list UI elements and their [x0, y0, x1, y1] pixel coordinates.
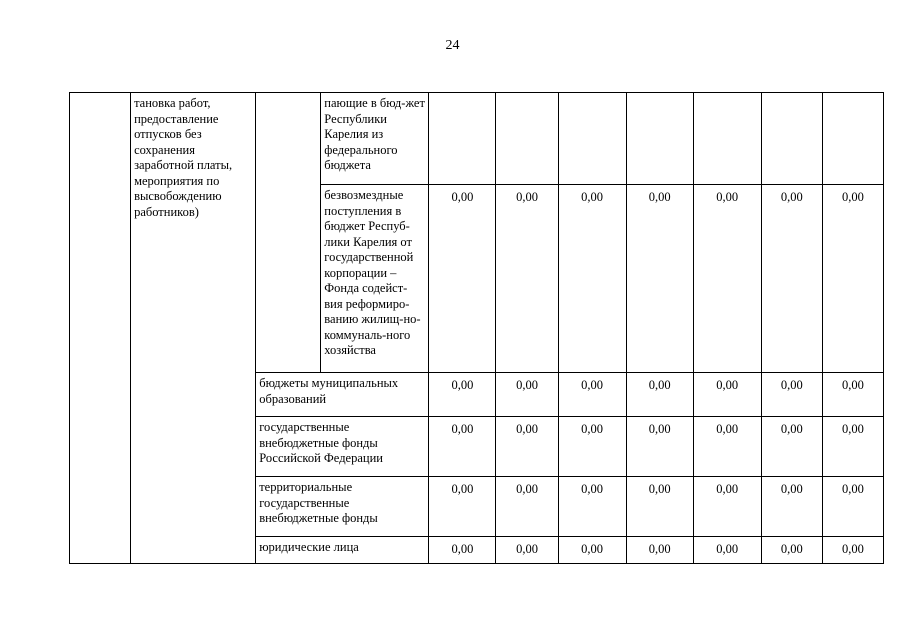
value-cell: 0,00	[693, 537, 761, 564]
source-cell: бюджеты муниципальных образований	[256, 373, 429, 417]
value-cell: 0,00	[558, 537, 626, 564]
value-cell: 0,00	[496, 417, 558, 477]
blank-cell	[256, 93, 321, 373]
value-cell: 0,00	[761, 185, 822, 373]
finance-table	[69, 92, 884, 564]
first-column-cell	[70, 93, 131, 564]
value-cell	[429, 93, 496, 185]
table-row	[70, 93, 884, 185]
value-cell: 0,00	[693, 417, 761, 477]
value-cell: 0,00	[496, 373, 558, 417]
value-cell	[761, 93, 822, 185]
value-cell: 0,00	[496, 477, 558, 537]
value-cell: 0,00	[626, 417, 693, 477]
measure-cell: тановка работ, предоставление отпусков без сохранения заработной платы, мероприятия по высвобождению работников)	[131, 93, 256, 564]
value-cell	[626, 93, 693, 185]
value-cell: 0,00	[693, 185, 761, 373]
source-cell: государственные внебюджетные фонды Российской Федерации	[256, 417, 429, 477]
value-cell: 0,00	[761, 373, 822, 417]
value-cell: 0,00	[693, 477, 761, 537]
value-cell: 0,00	[626, 477, 693, 537]
value-cell: 0,00	[626, 373, 693, 417]
value-cell: 0,00	[693, 373, 761, 417]
value-cell: 0,00	[558, 417, 626, 477]
value-cell: 0,00	[429, 373, 496, 417]
value-cell: 0,00	[496, 537, 558, 564]
value-cell: 0,00	[429, 417, 496, 477]
value-cell: 0,00	[558, 185, 626, 373]
value-cell: 0,00	[761, 537, 822, 564]
value-cell: 0,00	[761, 417, 822, 477]
page-number: 24	[445, 38, 460, 53]
value-cell: 0,00	[761, 477, 822, 537]
source-cell: безвозмездные поступления в бюджет Респуб-лики Карелия от государственной корпорации – Фонда содейст-вия реформиро-ванию жилищ-но-коммуналь-ного хозяйства	[321, 185, 429, 373]
value-cell: 0,00	[429, 185, 496, 373]
value-cell: 0,00	[558, 373, 626, 417]
source-cell: пающие в бюд-жет Республики Карелия из федерального бюджета	[321, 93, 429, 185]
source-cell: юридические лица	[256, 537, 429, 564]
value-cell: 0,00	[822, 417, 883, 477]
value-cell: 0,00	[626, 185, 693, 373]
value-cell: 0,00	[626, 537, 693, 564]
value-cell	[693, 93, 761, 185]
value-cell: 0,00	[822, 373, 883, 417]
value-cell: 0,00	[429, 537, 496, 564]
value-cell: 0,00	[822, 477, 883, 537]
value-cell: 0,00	[429, 477, 496, 537]
source-cell: территориальные государственные внебюджетные фонды	[256, 477, 429, 537]
value-cell	[496, 93, 558, 185]
value-cell: 0,00	[496, 185, 558, 373]
value-cell	[822, 93, 883, 185]
value-cell: 0,00	[822, 537, 883, 564]
value-cell	[558, 93, 626, 185]
value-cell: 0,00	[558, 477, 626, 537]
value-cell: 0,00	[822, 185, 883, 373]
